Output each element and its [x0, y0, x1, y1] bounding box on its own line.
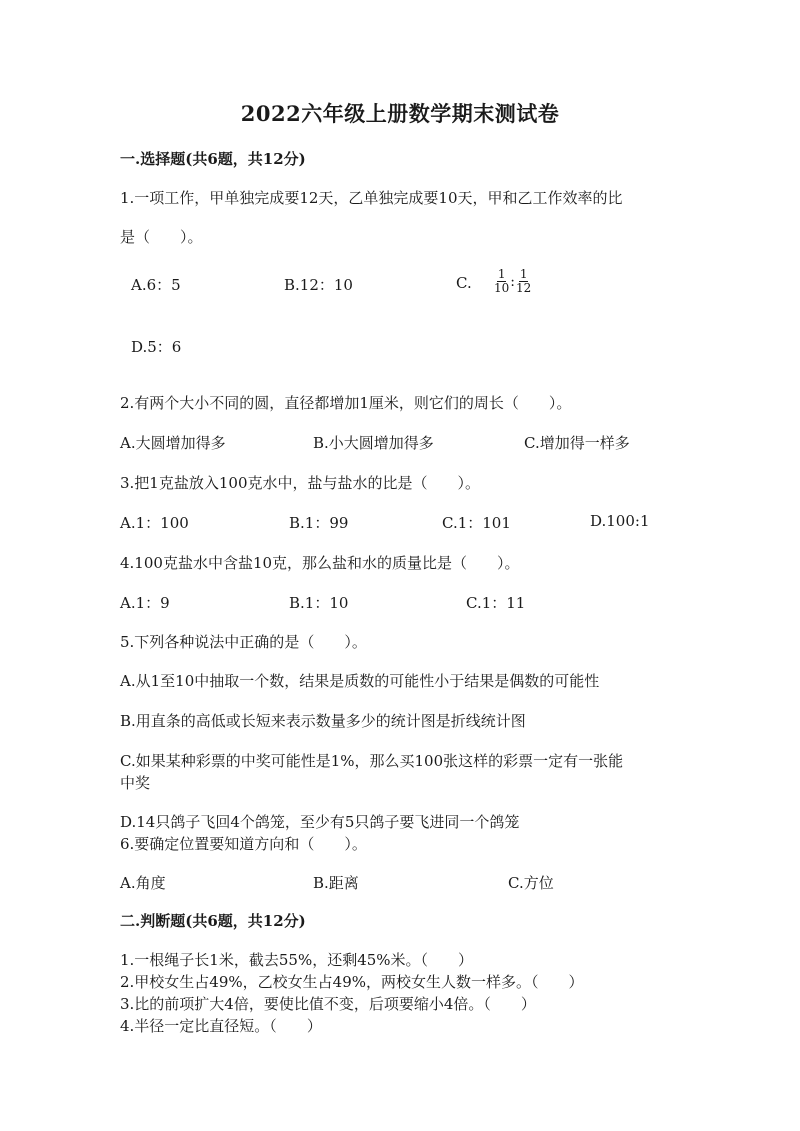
fraction-one-twelfth [516, 268, 531, 295]
section-heading-judgement: 二.判断题(共6题，共12分) [120, 912, 306, 930]
q2-option-b: B.小大圆增加得多 [313, 434, 434, 452]
q1-option-b: B.12：10 [284, 276, 353, 294]
fraction-numerator: 1 [519, 267, 528, 281]
q6-stem: 6.要确定位置要知道方向和（ ）。 [120, 835, 367, 853]
q4-stem: 4.100克盐水中含盐10克，那么盐和水的质量比是（ ）。 [120, 554, 520, 572]
q3-option-b: B.1：99 [289, 514, 349, 532]
q2-option-c: C.增加得一样多 [524, 434, 630, 452]
fraction-denominator: 12 [516, 281, 532, 295]
q5-stem: 5.下列各种说法中正确的是（ ）。 [120, 633, 367, 651]
q5-option-a: A.从1至10中抽取一个数，结果是质数的可能性小于结果是偶数的可能性 [120, 672, 600, 690]
q5-option-c-line2: 中奖 [120, 774, 151, 792]
q6-option-a: A.角度 [120, 874, 166, 892]
q4-option-b: B.1：10 [289, 594, 349, 612]
q2-option-a: A.大圆增加得多 [120, 434, 226, 452]
fraction-one-tenth [494, 268, 509, 295]
exam-title: 2022六年级上册数学期末测试卷 [240, 101, 560, 126]
ratio-colon: : [510, 273, 515, 290]
fraction-numerator: 1 [497, 267, 506, 281]
q6-option-c: C.方位 [508, 874, 554, 892]
judge-item-1: 1.一根绳子长1米，截去55%，还剩45%米。（ ） [120, 951, 474, 969]
q4-option-c: C.1：11 [466, 594, 526, 612]
q5-option-d: D.14只鸽子飞回4个鸽笼，至少有5只鸽子要飞进同一个鸽笼 [120, 813, 520, 831]
q2-stem: 2.有两个大小不同的圆，直径都增加1厘米，则它们的周长（ ）。 [120, 394, 572, 412]
q1-stem-line1: 1.一项工作，甲单独完成要12天，乙单独完成要10天，甲和乙工作效率的比 [120, 189, 623, 207]
q3-option-d: D.100:1 [590, 512, 650, 530]
q5-option-b: B.用直条的高低或长短来表示数量多少的统计图是折线统计图 [120, 712, 526, 730]
q1-stem-line2: 是（ ）。 [120, 228, 203, 246]
q3-option-a: A.1：100 [120, 514, 189, 532]
q4-option-a: A.1：9 [120, 594, 170, 612]
q3-stem: 3.把1克盐放入100克水中，盐与盐水的比是（ ）。 [120, 474, 480, 492]
judge-item-2: 2.甲校女生占49%，乙校女生占49%，两校女生人数一样多。（ ） [120, 973, 584, 991]
q3-option-c: C.1：101 [442, 514, 511, 532]
section-heading-choice: 一.选择题(共6题，共12分) [120, 150, 306, 168]
q1-option-d: D.5：6 [131, 338, 182, 356]
judge-item-4: 4.半径一定比直径短。（ ） [120, 1017, 322, 1035]
fraction-denominator: 10 [494, 281, 510, 295]
q6-option-b: B.距离 [313, 874, 359, 892]
q1-option-a: A.6：5 [131, 276, 181, 294]
q5-option-c-line1: C.如果某种彩票的中奖可能性是1%，那么买100张这样的彩票一定有一张能 [120, 752, 624, 770]
judge-item-3: 3.比的前项扩大4倍，要使比值不变，后项要缩小4倍。（ ） [120, 995, 536, 1013]
q1-option-c-label: C. [456, 274, 472, 292]
q1-option-c-ratio [494, 268, 531, 295]
